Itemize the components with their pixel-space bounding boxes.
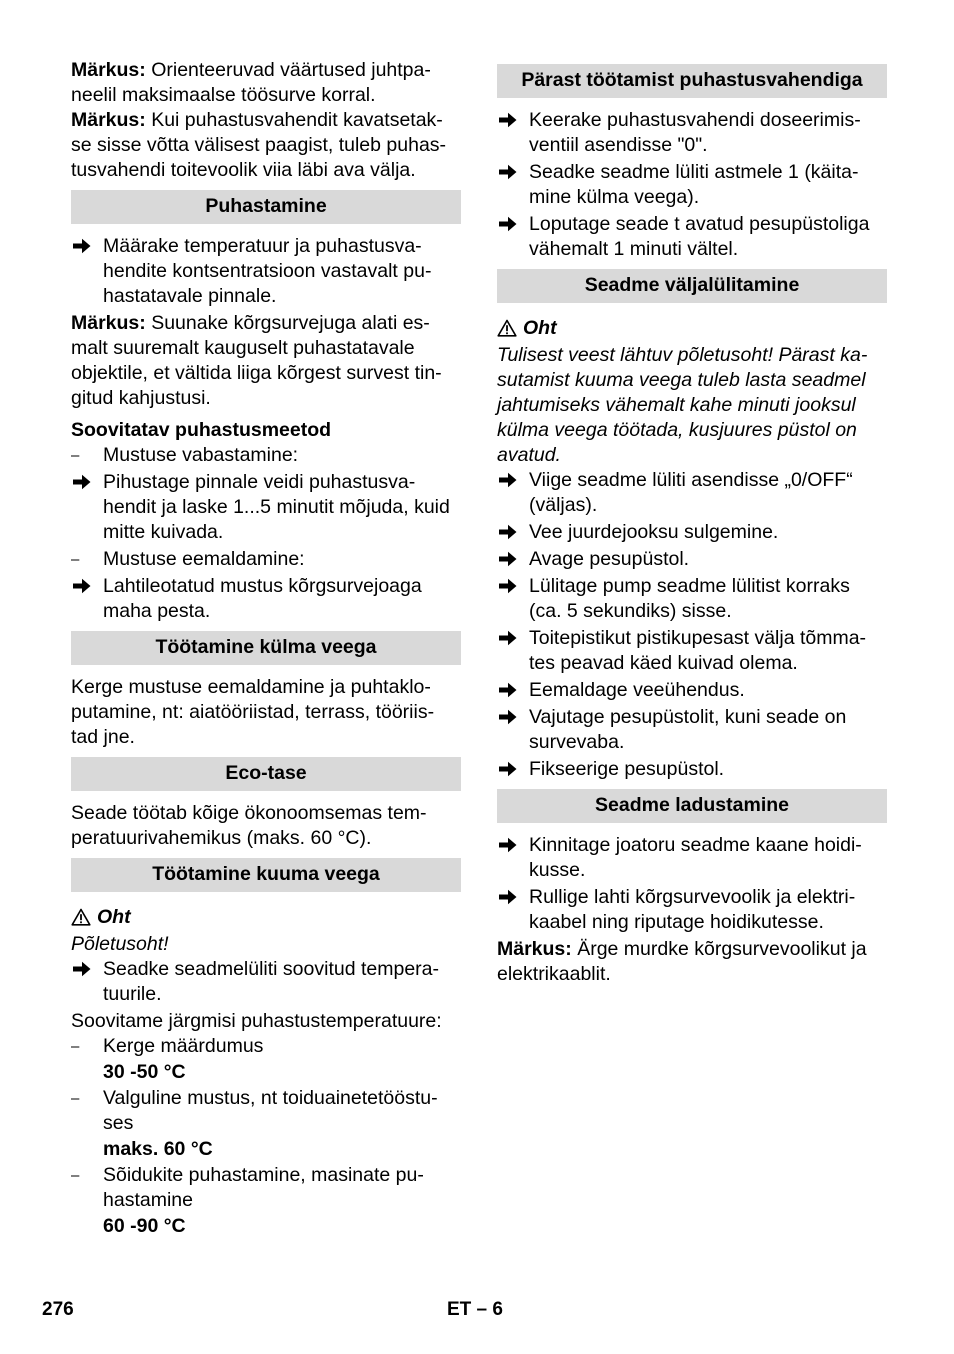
- note-paragraph: [497, 937, 887, 987]
- step-text: Kinnitage joatoru seadme kaane hoidi-kusse.: [529, 834, 862, 881]
- step-item: [71, 957, 461, 1007]
- dash-bullet: –: [71, 1167, 80, 1184]
- body-paragraph: Soovitame järgmisi puhastustemperatuure:: [71, 1010, 442, 1032]
- language-page-label: ET – 6: [447, 1299, 503, 1320]
- step-text: Toitepistikut pistikupesast välja tõmma-tes peavad käed kuivad olema.: [529, 627, 867, 674]
- section-heading-eco: Eco-tase: [71, 757, 461, 791]
- warning-heading: [71, 902, 461, 932]
- arrow-right-icon: [499, 833, 525, 853]
- step-item: [497, 833, 887, 883]
- note-text: Kui puhastusvahendit kavatsetak-se sisse võtta välisest paagist, tuleb puhas-tusvahendi toitevoolik viia läbi ava välja.: [71, 109, 447, 181]
- left-column: [71, 58, 461, 1240]
- note-label: Märkus:: [497, 938, 572, 960]
- arrow-right-icon: [499, 626, 525, 646]
- step-item: [497, 468, 887, 518]
- warning-label: Oht: [97, 906, 131, 928]
- step-item: [497, 626, 887, 676]
- dash-text: Kerge määrdumus: [103, 1035, 264, 1057]
- dash-text: Mustuse vabastamine:: [103, 444, 299, 466]
- note-label: Märkus:: [71, 59, 146, 81]
- arrow-right-icon: [499, 757, 525, 777]
- arrow-right-icon: [499, 547, 525, 567]
- dash-text: Sõidukite puhastamine, masinate pu-hastamine: [103, 1164, 424, 1211]
- dash-text: Mustuse eemaldamine:: [103, 548, 305, 570]
- arrow-right-icon: [499, 678, 525, 698]
- note-text: Orienteeruvad väärtused juhtpa-neelil maksimaalse töösurve korral.: [71, 59, 431, 106]
- dash-item: [71, 1034, 461, 1059]
- dash-bullet: –: [71, 447, 80, 464]
- warning-text: Tulisest veest lähtuv põletusoht! Pärast ka-sutamist kuuma veega tuleb lasta seadmel jahtumiseks vähemalt kahe minuti jooksul külma veega töötada, kusjuures püstol on avatud.: [497, 344, 868, 466]
- arrow-right-icon: [73, 574, 99, 594]
- dash-item: [71, 547, 461, 572]
- step-text: Eemaldage veeühendus.: [529, 679, 745, 701]
- step-item: [71, 470, 461, 545]
- section-heading-puhastamine: Puhastamine: [71, 190, 461, 224]
- step-text: Keerake puhastusvahendi doseerimis-ventiil asendisse "0".: [529, 109, 861, 156]
- body-paragraph: Kerge mustuse eemaldamine ja puhtaklo-putamine, nt: aiatööriistad, terrass, tööriis-tad jne.: [71, 676, 435, 748]
- step-item: [497, 885, 887, 935]
- temperature-value: 30 -50 °C: [103, 1061, 186, 1083]
- dash-bullet: –: [71, 1090, 80, 1107]
- arrow-right-icon: [499, 160, 525, 180]
- note-paragraph: [71, 311, 461, 411]
- dash-bullet: –: [71, 551, 80, 568]
- right-column: [497, 58, 887, 987]
- arrow-right-icon: [499, 885, 525, 905]
- arrow-right-icon: [499, 705, 525, 725]
- arrow-right-icon: [499, 520, 525, 540]
- temperature-value: 60 -90 °C: [103, 1215, 186, 1237]
- section-heading-kuum-vesi: Töötamine kuuma veega: [71, 858, 461, 892]
- warning-text: Põletusoht!: [71, 933, 169, 955]
- arrow-right-icon: [499, 468, 525, 488]
- step-text: Rullige lahti kõrgsurvevoolik ja elektri-kaabel ning riputage hoidikutesse.: [529, 886, 856, 933]
- step-text: Seadke seadme lüliti astmele 1 (käita-mine külma veega).: [529, 161, 859, 208]
- arrow-right-icon: [73, 957, 99, 977]
- step-item: [497, 574, 887, 624]
- arrow-right-icon: [499, 108, 525, 128]
- step-item: [497, 212, 887, 262]
- note-label: Märkus:: [71, 109, 146, 131]
- warning-triangle-icon: [71, 906, 97, 928]
- note-text: Ärge murdke kõrgsurvevoolikut ja elektrikaablit.: [497, 938, 867, 985]
- section-heading-ladustamine: Seadme ladustamine: [497, 789, 887, 823]
- page-number: 276: [42, 1299, 74, 1320]
- step-text: Lülitage pump seadme lülitist korraks (ca. 5 sekundiks) sisse.: [529, 575, 850, 622]
- step-text: Pihustage pinnale veidi puhastusva-hendit ja laske 1...5 minutit mõjuda, kuid mitte kuivada.: [103, 471, 450, 543]
- dash-text: Valguline mustus, nt toiduainetetööstu-ses: [103, 1087, 438, 1134]
- step-item: [497, 705, 887, 755]
- body-paragraph: Seade töötab kõige ökonoomsemas tem-peratuurivahemikus (maks. 60 °C).: [71, 802, 427, 849]
- section-heading-kulma-vesi: Töötamine külma veega: [71, 631, 461, 665]
- dash-item: [71, 1086, 461, 1136]
- step-text: Fikseerige pesupüstol.: [529, 758, 725, 780]
- section-heading-parast: Pärast töötamist puhastusvahendiga: [497, 64, 887, 98]
- step-item: [71, 574, 461, 624]
- note-text: Suunake kõrgsurvejuga alati es-malt suuremalt kauguselt puhastatavale objektile, et vältida liiga kõrgest survest tin-gitud kahjustusi.: [71, 312, 442, 409]
- arrow-right-icon: [499, 574, 525, 594]
- step-text: Määrake temperatuur ja puhastusva-hendite kontsentratsioon vastavalt pu-hastatavale pinnale.: [103, 235, 432, 307]
- step-text: Loputage seade t avatud pesupüstoliga vähemalt 1 minuti vältel.: [529, 213, 870, 260]
- step-text: Lahtileotatud mustus kõrgsurvejoaga maha pesta.: [103, 575, 422, 622]
- warning-heading: [497, 313, 887, 343]
- dash-item: [71, 443, 461, 468]
- step-item: [497, 678, 887, 703]
- step-text: Viige seadme lüliti asendisse „0/OFF“ (väljas).: [529, 469, 853, 516]
- note-label: Märkus:: [71, 312, 146, 334]
- step-text: Avage pesupüstol.: [529, 548, 690, 570]
- step-item: [497, 160, 887, 210]
- step-item: [497, 108, 887, 158]
- warning-label: Oht: [523, 317, 557, 339]
- step-item: [497, 547, 887, 572]
- arrow-right-icon: [73, 234, 99, 254]
- arrow-right-icon: [499, 212, 525, 232]
- subheading: Soovitatav puhastusmeetod: [71, 419, 332, 441]
- step-text: Seadke seadmelüliti soovitud tempera-tuurile.: [103, 958, 440, 1005]
- step-item: [497, 520, 887, 545]
- note-paragraph: [71, 108, 461, 183]
- step-text: Vajutage pesupüstolit, kuni seade on survevaba.: [529, 706, 847, 753]
- dash-item: [71, 1163, 461, 1213]
- warning-triangle-icon: [497, 317, 523, 339]
- step-item: [497, 757, 887, 782]
- section-heading-valjalulitamine: Seadme väljalülitamine: [497, 269, 887, 303]
- temperature-value: maks. 60 °C: [103, 1138, 213, 1160]
- note-paragraph: [71, 58, 461, 108]
- arrow-right-icon: [73, 470, 99, 490]
- step-text: Vee juurdejooksu sulgemine.: [529, 521, 779, 543]
- dash-bullet: –: [71, 1038, 80, 1055]
- step-item: [71, 234, 461, 309]
